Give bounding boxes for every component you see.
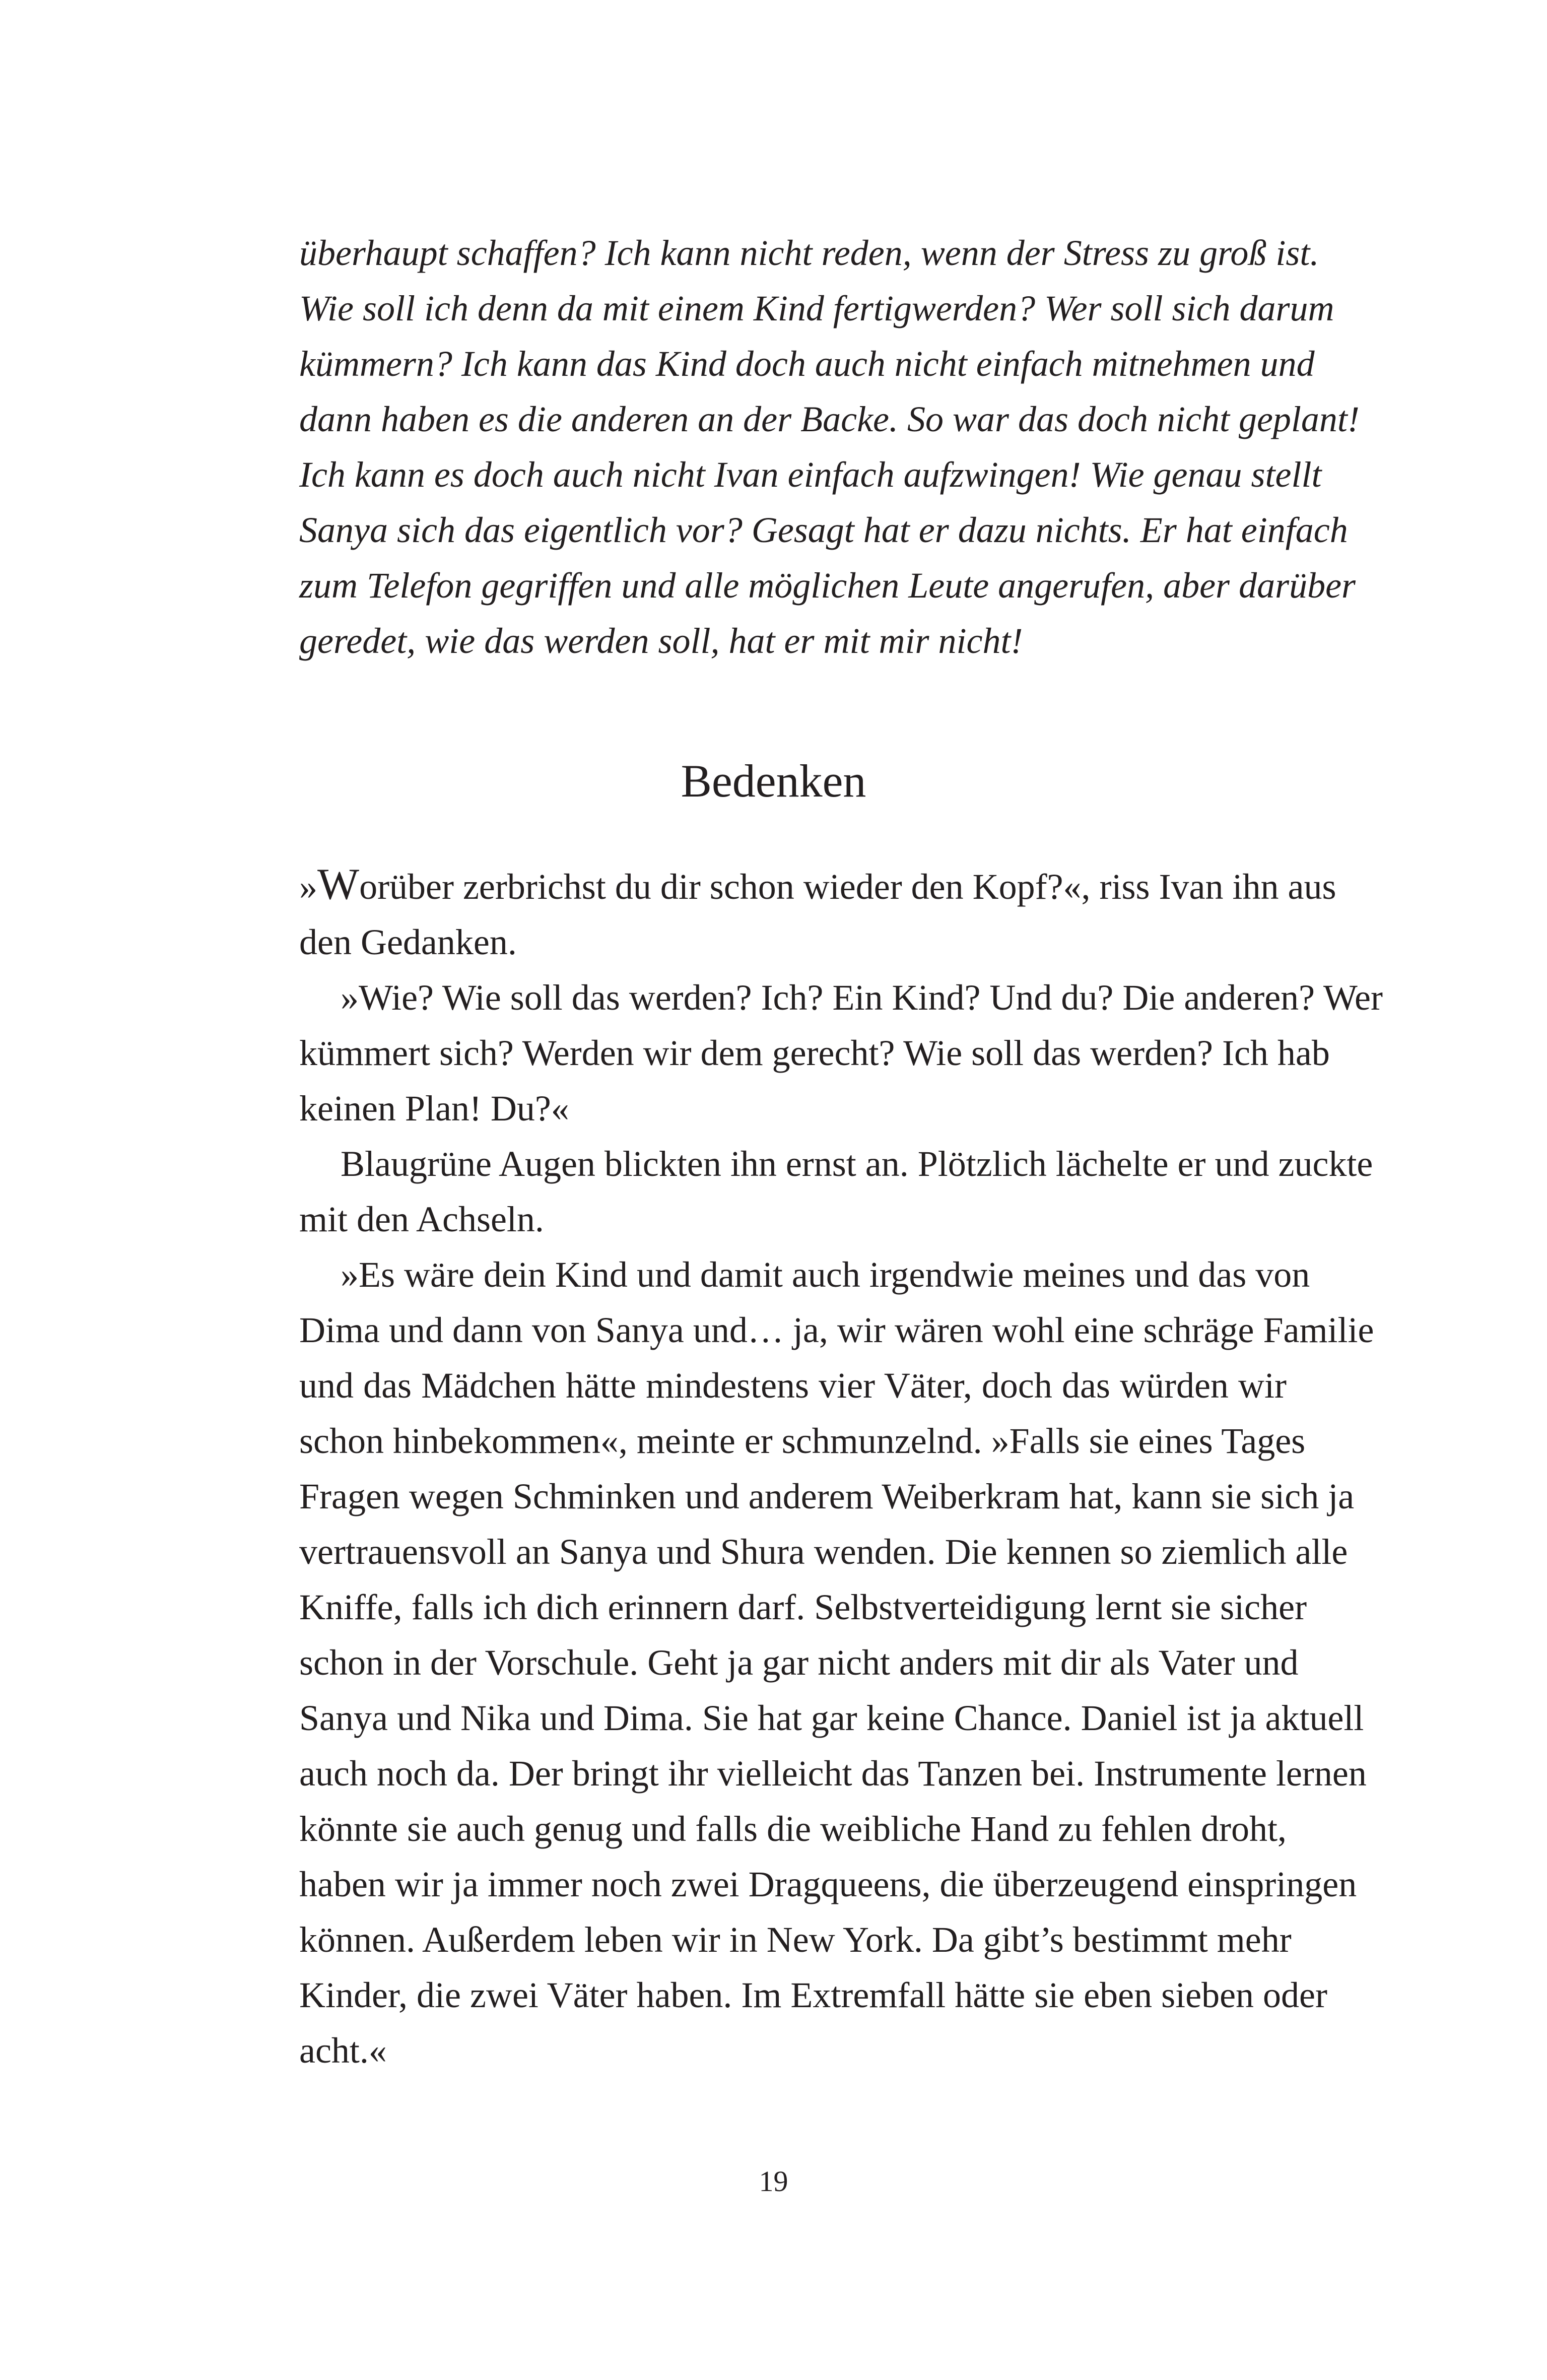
body-line: und das Mädchen hätte mindestens vier Väter, doch das würden wir [299,1365,1287,1406]
italic-line: kümmern? Ich kann das Kind doch auch nicht einfach mitnehmen und [299,344,1315,384]
italic-line: zum Telefon gegriffen und alle möglichen Leute angerufen, aber darüber [299,565,1356,606]
initial-letter: W [317,860,360,909]
body-line: »Es wäre dein Kind und damit auch irgendwie meines und das von [341,1254,1310,1295]
body-line: schon in der Vorschule. Geht ja gar nicht anders mit dir als Vater und [299,1642,1299,1683]
body-line: Dima und dann von Sanya und… ja, wir wären wohl eine schräge Familie [299,1310,1374,1350]
chapter-heading: Bedenken [681,755,866,807]
body-line: Fragen wegen Schminken und anderem Weiberkram hat, kann sie sich ja [299,1476,1355,1516]
body-line: keinen Plan! Du?« [299,1088,569,1129]
body-line: acht.« [299,2030,387,2071]
body-text [299,859,1383,2078]
italic-line: geredet, wie das werden soll, hat er mit mir nicht! [299,621,1023,661]
first-line [299,859,1336,914]
first-line-text: orüber zerbrichst du dir schon wieder den Kopf?«, riss Ivan ihn aus [359,867,1336,907]
italic-line: dann haben es die anderen an der Backe. So war das doch nicht geplant! [299,399,1360,439]
page-number: 19 [759,2165,788,2198]
body-line: den Gedanken. [299,922,517,962]
body-line: »Wie? Wie soll das werden? Ich? Ein Kind? Und du? Die anderen? Wer [341,977,1383,1018]
body-line: Blaugrüne Augen blickten ihn ernst an. Plötzlich lächelte er und zuckte [341,1144,1373,1184]
body-line: kümmert sich? Werden wir dem gerecht? Wie soll das werden? Ich hab [299,1033,1330,1073]
opening-quote: » [299,867,317,907]
body-line: vertrauensvoll an Sanya und Shura wenden. Die kennen so ziemlich alle [299,1532,1348,1572]
italic-line: Wie soll ich denn da mit einem Kind fertigwerden? Wer soll sich darum [299,288,1334,328]
body-line: mit den Achseln. [299,1199,544,1239]
italic-line: Sanya sich das eigentlich vor? Gesagt hat er dazu nichts. Er hat einfach [299,510,1348,550]
body-line: haben wir ja immer noch zwei Dragqueens, die überzeugend einspringen [299,1864,1357,1904]
body-line: Kinder, die zwei Väter haben. Im Extremfall hätte sie eben sieben oder [299,1975,1327,2015]
body-line: schon hinbekommen«, meinte er schmunzelnd. »Falls sie eines Tages [299,1421,1306,1461]
italic-line: überhaupt schaffen? Ich kann nicht reden, wenn der Stress zu groß ist. [299,233,1319,273]
body-line: auch noch da. Der bringt ihr vielleicht das Tanzen bei. Instrumente lernen [299,1753,1367,1794]
italic-passage [299,225,1360,669]
body-line: Kniffe, falls ich dich erinnern darf. Selbstverteidigung lernt sie sicher [299,1587,1307,1627]
body-line: könnte sie auch genug und falls die weibliche Hand zu fehlen droht, [299,1809,1287,1849]
body-line: können. Außerdem leben wir in New York. Da gibt’s bestimmt mehr [299,1920,1292,1960]
body-line: Sanya und Nika und Dima. Sie hat gar keine Chance. Daniel ist ja aktuell [299,1698,1364,1738]
italic-line: Ich kann es doch auch nicht Ivan einfach aufzwingen! Wie genau stellt [299,454,1322,495]
